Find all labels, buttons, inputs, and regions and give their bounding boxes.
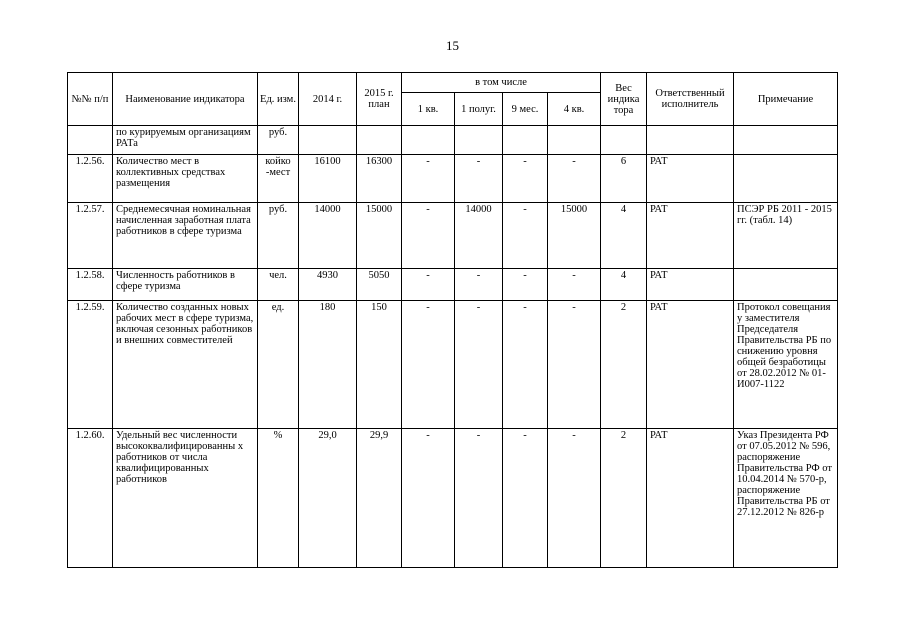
cell-responsible: РАТ: [647, 155, 734, 203]
cell-q4: [548, 126, 601, 155]
cell-weight: 4: [601, 203, 647, 269]
cell-num: 1.2.57.: [68, 203, 113, 269]
cell-q1: -: [402, 155, 455, 203]
cell-note: [734, 269, 838, 301]
cell-note: Протокол совещания у заместителя Председателя Правительства РБ по снижению уровня общей безработицы от 28.02.2012 № 01-И007-1122: [734, 301, 838, 429]
cell-unit: ед.: [258, 301, 299, 429]
cell-2014: [299, 126, 357, 155]
table-row: [68, 429, 838, 568]
cell-2014: 180: [299, 301, 357, 429]
cell-q4: -: [548, 301, 601, 429]
cell-q1: -: [402, 429, 455, 568]
cell-responsible: РАТ: [647, 429, 734, 568]
cell-unit: руб.: [258, 203, 299, 269]
cell-note: Указ Президента РФ от 07.05.2012 № 596, распоряжение Правительства РФ от 10.04.2014 № 570-р, распоряжение Правительства РБ от 27.12.2012 № 826-р: [734, 429, 838, 568]
header-9m: 9 мес.: [503, 93, 548, 126]
cell-weight: 4: [601, 269, 647, 301]
cell-9m: -: [503, 429, 548, 568]
cell-num: 1.2.59.: [68, 301, 113, 429]
cell-q1: -: [402, 269, 455, 301]
cell-2014: 29,0: [299, 429, 357, 568]
cell-2014: 4930: [299, 269, 357, 301]
cell-2014: 14000: [299, 203, 357, 269]
cell-2015: [357, 126, 402, 155]
cell-name: Среднемесячная номинальная начисленная заработная плата работников в сфере туризма: [113, 203, 258, 269]
cell-weight: 2: [601, 429, 647, 568]
table-row: [68, 301, 838, 429]
cell-9m: -: [503, 155, 548, 203]
header-2014: 2014 г.: [299, 73, 357, 126]
header-unit: Ед. изм.: [258, 73, 299, 126]
table-row: [68, 203, 838, 269]
cell-q4: -: [548, 155, 601, 203]
cell-unit: %: [258, 429, 299, 568]
cell-responsible: РАТ: [647, 269, 734, 301]
cell-num: 1.2.58.: [68, 269, 113, 301]
cell-unit: койко -мест: [258, 155, 299, 203]
cell-h1: -: [455, 429, 503, 568]
cell-responsible: РАТ: [647, 203, 734, 269]
cell-h1: -: [455, 269, 503, 301]
indicators-table: [67, 72, 838, 568]
header-name: Наименование индикатора: [113, 73, 258, 126]
page-number: 15: [446, 38, 459, 53]
cell-9m: -: [503, 203, 548, 269]
table-row: [68, 269, 838, 301]
cell-2015: 16300: [357, 155, 402, 203]
cell-2015: 15000: [357, 203, 402, 269]
cell-num: 1.2.60.: [68, 429, 113, 568]
cell-name: Численность работников в сфере туризма: [113, 269, 258, 301]
header-2015: 2015 г. план: [357, 73, 402, 126]
cell-name: Количество созданных новых рабочих мест в сфере туризма, включая сезонных работников и внешних совместителей: [113, 301, 258, 429]
cell-2014: 16100: [299, 155, 357, 203]
header-weight: Вес индика тора: [601, 73, 647, 126]
cell-responsible: РАТ: [647, 301, 734, 429]
cell-q4: 15000: [548, 203, 601, 269]
cell-num: [68, 126, 113, 155]
cell-2015: 29,9: [357, 429, 402, 568]
cell-h1: 14000: [455, 203, 503, 269]
cell-q4: -: [548, 429, 601, 568]
table-row: [68, 126, 838, 155]
cell-responsible: [647, 126, 734, 155]
cell-weight: [601, 126, 647, 155]
cell-note: ПСЭР РБ 2011 - 2015 гг. (табл. 14): [734, 203, 838, 269]
header-q1: 1 кв.: [402, 93, 455, 126]
table-row: [68, 155, 838, 203]
cell-h1: -: [455, 155, 503, 203]
cell-9m: -: [503, 269, 548, 301]
cell-name: Удельный вес численности высококвалифицированны х работников от числа квалифицированных работников: [113, 429, 258, 568]
cell-q4: -: [548, 269, 601, 301]
cell-note: [734, 126, 838, 155]
cell-9m: [503, 126, 548, 155]
header-num: №№ п/п: [68, 73, 113, 126]
cell-2015: 5050: [357, 269, 402, 301]
cell-9m: -: [503, 301, 548, 429]
cell-q1: -: [402, 203, 455, 269]
cell-unit: чел.: [258, 269, 299, 301]
cell-note: [734, 155, 838, 203]
cell-weight: 6: [601, 155, 647, 203]
cell-name: Количество мест в коллективных средствах размещения: [113, 155, 258, 203]
cell-weight: 2: [601, 301, 647, 429]
header-q4: 4 кв.: [548, 93, 601, 126]
header-h1: 1 полуг.: [455, 93, 503, 126]
cell-h1: [455, 126, 503, 155]
cell-q1: -: [402, 301, 455, 429]
cell-q1: [402, 126, 455, 155]
cell-unit: руб.: [258, 126, 299, 155]
cell-name: по курируемым организациям РАТа: [113, 126, 258, 155]
cell-h1: -: [455, 301, 503, 429]
header-including: в том числе: [402, 73, 601, 93]
header-note: Примечание: [734, 73, 838, 126]
header-responsible: Ответственный исполнитель: [647, 73, 734, 126]
cell-2015: 150: [357, 301, 402, 429]
cell-num: 1.2.56.: [68, 155, 113, 203]
